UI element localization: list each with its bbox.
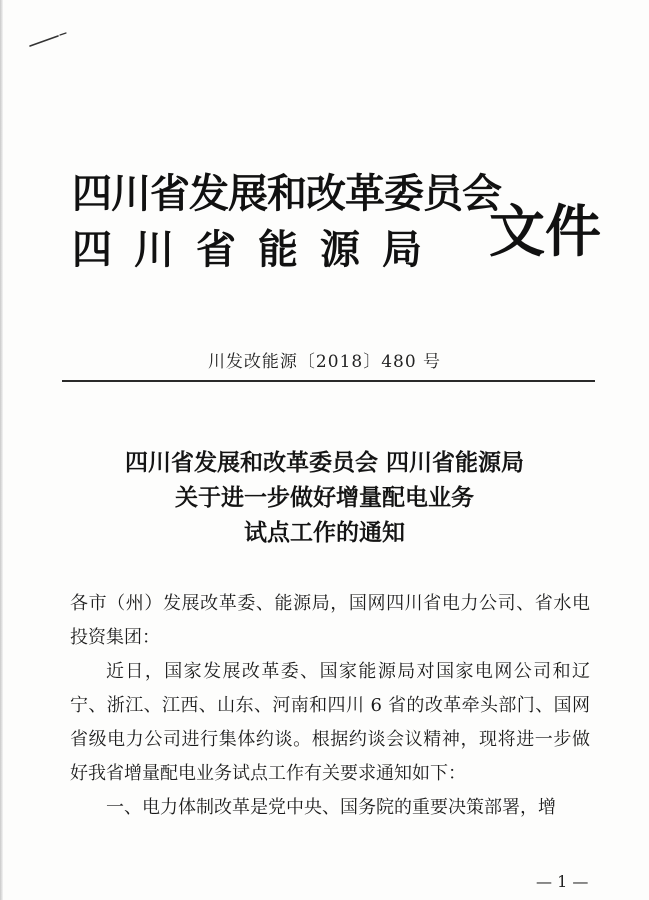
document-body xyxy=(70,587,590,825)
document-number: 川发改能源〔2018〕480 号 xyxy=(207,352,442,372)
header-suffix: 文件 xyxy=(489,200,601,265)
header-divider xyxy=(62,380,595,382)
salutation: 各市（州）发展改革委、能源局，国网四川省电力公司、省水电投资集团： xyxy=(70,593,590,648)
issuer-line-1: 四川省发展和改革委员会 xyxy=(72,171,501,217)
issuer-line-2: 四川省能源局 xyxy=(72,227,444,273)
body-paragraph-2: 一、电力体制改革是党中央、国务院的重要决策部署，增 xyxy=(106,797,556,818)
page-number: — 1 — xyxy=(536,872,589,891)
document-title xyxy=(0,446,649,551)
document-header xyxy=(72,162,601,297)
title-line-2: 关于进一步做好增量配电业务 xyxy=(175,485,474,511)
title-line-3: 试点工作的通知 xyxy=(244,520,405,546)
body-paragraph-1: 近日，国家发展改革委、国家能源局对国家电网公司和辽宁、浙江、江西、山东、河南和四川 6 省的改革牵头部门、国网省级电力公司进行集体约谈。根据约谈会议精神，现将进一步做好我省增量配电业务试点工作有关要求通知如下： xyxy=(70,661,590,784)
title-line-1: 四川省发展和改革委员会 四川省能源局 xyxy=(124,450,524,476)
pen-mark xyxy=(24,24,84,64)
